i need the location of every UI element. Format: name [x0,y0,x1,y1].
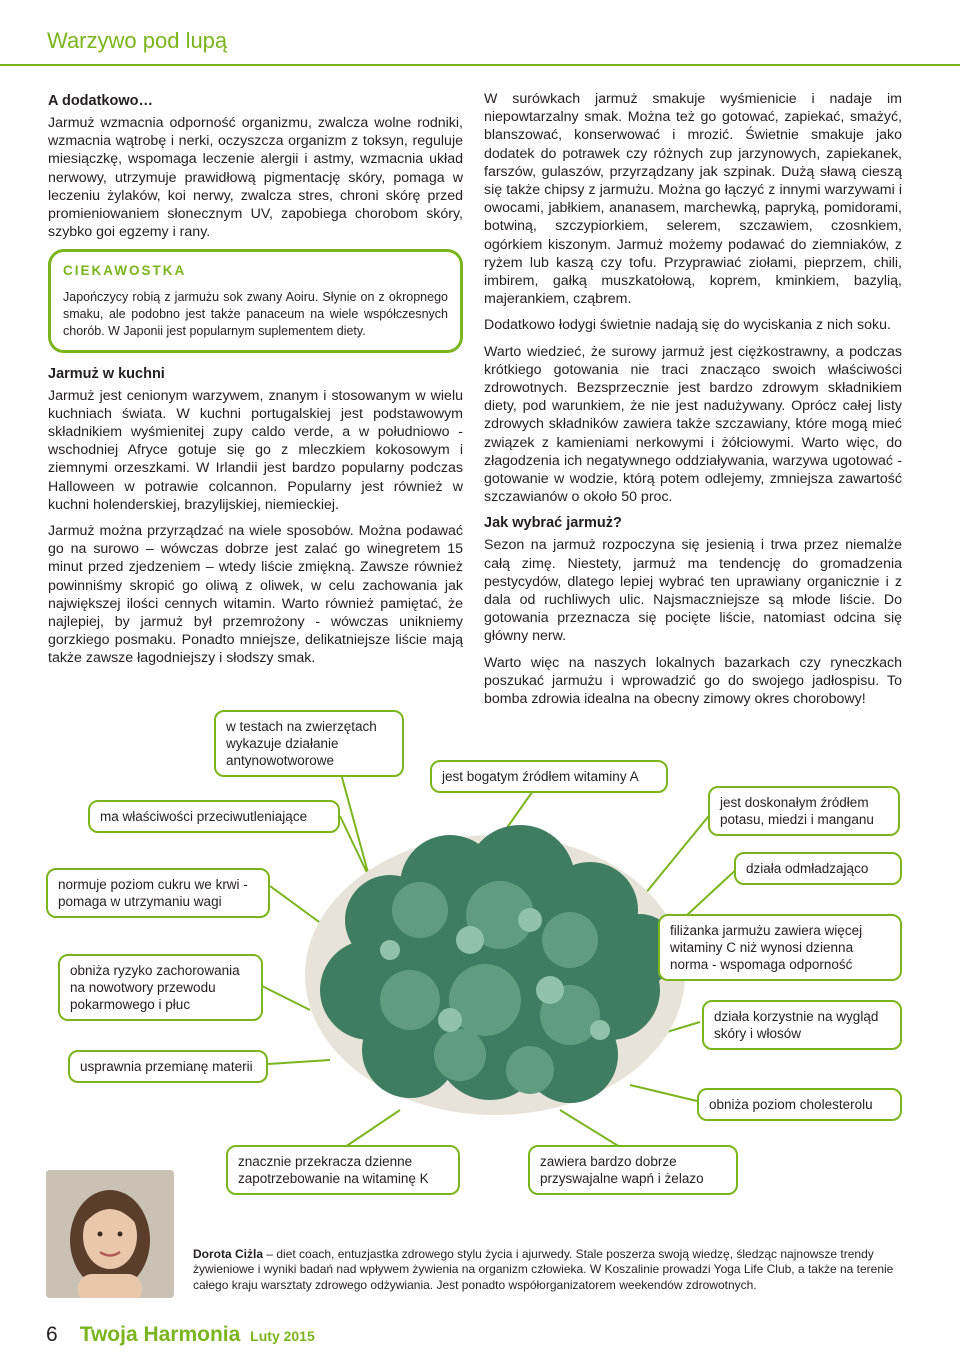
callout-przeciwutleniajace: ma właściwości przeciwutleniające [88,800,340,833]
callout-witamina-k: znacznie przekracza dzienne zapotrzebowanie na witaminę K [226,1145,460,1195]
ciekawostka-text: Japończycy robią z jarmużu sok zwany Aoiru. Słynie on z okropnego smaku, ale podobno jest także panaceum na wiele współczesnych chorób. W Japonii jest popularnym suplementem diety. [63,289,448,338]
callout-witamina-c: filiżanka jarmużu zawiera więcej witaminy C niż wynosi dzienna norma - wspomaga odporność [658,914,902,981]
paragraph-benefits: Jarmuż wzmacnia odporność organizmu, zwalcza wolne rodniki, wzmacnia wątrobę i nerki, oczyszcza organizm z toksyn, reguluje miesiączkę, wspomaga leczenie alergii i astmy, wzmacnia układ nerwowy, utrzymuje prawidłową pigmentację skóry, pomaga w leczeniu żylaków, koi nerwy, zwalcza stres, chroni skórę przed promieniowaniem słonecznym UV, zapobiega chorobom skóry, szybko goi egzemy i rany. [48,115,463,241]
paragraph-sezon: Sezon na jarmuż rozpoczyna się jesienią i trwa przez niemalże całą zimę. Niestety, jarmuż ma tendencję do gromadzenia pestycydów, dlatego lepiej wybrać ten uprawiany organicznie i z dala od ruchliwych ulic. Najsmaczniejsze są młode liście. Do gotowania przeznacza się pocięte liście, natomiast odcina się główny nerw. [484,537,902,645]
issue-date: Luty 2015 [250,1328,315,1344]
callout-przemiana: usprawnia przemianę materii [68,1050,268,1083]
paragraph-kuchnia-2: Jarmuż można przyrządzać na wiele sposobów. Można podawać go na surowo – wówczas dobrze jest zalać go winegretem 15 minut przed zjedzeniem – wtedy liście zmiękną. Zawsze również powinniśmy skropić go oliwą z oliwek, w celu zachowania jak największej ilości cennych witamin. Warto również pamiętać, że najlepiej, by jarmuż był przemrożony - wówczas unikniemy gorzkiego posmaku. Ponadto mniejsze, delikatniejsze liście mają także zawsze łagodniejszy i słodszy smak. [48,523,463,667]
section-title-dodatkowo: A dodatkowo… [48,93,153,109]
section-title-kuchnia: Jarmuż w kuchni [48,365,165,382]
callout-potas: jest doskonałym źródłem potasu, miedzi i manganu [708,786,900,836]
page-footer [46,1323,315,1347]
paragraph-surowki: W surówkach jarmuż smakuje wyśmienicie i nadaje im niepowtarzalny smak. Można też go gotować, zapiekać, smażyć, blanszować, konserwować i mrozić. Świetnie smakuje jako dodatek do potrawek czy różnych zup jarzynowych, zapiekanek, farszów, gulaszów, przyrządzany jak szpinak. Dużą sławą cieszą się także chipsy z jarmużu. Można go łączyć z innymi warzywami i owocami, jabłkiem, ananasem, marchewką, papryką, pomidorami, botwiną, szczypiorkiem, selerem, szczawiem, czosnkiem, ogórkiem kiszonym. Jarmuż możemy podawać do ziemniaków, z ryżem lub kaszą czy tofu. Przyprawiać ziołami, pieprzem, chili, imbirem, gałką muszkatołową, koprem, kminkiem, bazylią, majerankiem, cząbrem. [484,91,902,308]
ciekawostka-title: CIEKAWOSTKA [63,263,187,279]
author-photo [46,1170,174,1298]
author-bio [193,1247,905,1293]
author-name: Dorota Ciżla [193,1247,264,1261]
page-number: 6 [46,1323,58,1346]
paragraph-warto-wiedziec: Warto wiedzieć, że surowy jarmuż jest ciężkostrawny, a podczas krótkiego gotowania nie traci znacząco swoich właściwości zdrowotnych. Bezsprzecznie jest bardzo zdrowym składnikiem diety, pod warunkiem, że nie jest nadużywany. Oprócz całej listy zdrowych składników zawiera także szczawiany, które mogą mieć związek z kamieniami nerkowymi i żółciowymi. Warto więc, do złagodzenia ich negatywnego oddziaływania, warzywa ugotować - gotowanie w wodzie, którą potem odlejemy, zmniejsza zawartość szczawianów o około 50 proc. [484,343,902,506]
section-title-jak-wybrac: Jak wybrać jarmuż? [484,515,622,532]
section-header: Warzywo pod lupą [47,28,228,53]
magazine-title: Twoja Harmonia [79,1323,241,1346]
author-description: – diet coach, entuzjastka zdrowego stylu życia i ajurwedy. Stale poszerza swoją wiedzę, śledząc najnowsze trendy żywieniowe i wyniki badań nad wpływem żywienia na organizm człowieka. W Koszalinie prowadzi Yoga Life Club, a także na terenie całego kraju warsztaty zdrowego odżywiania. Jest ponadto współorganizatorem weekendów zdrowotnych. [193,1247,894,1292]
callout-witamina-a: jest bogatym źródłem witaminy A [430,760,668,793]
kale-illustration [270,790,710,1130]
callout-skora: działa korzystnie na wygląd skóry i włosów [702,1000,902,1050]
callout-odmladzajaco: działa odmładzająco [734,852,902,885]
paragraph-bazarki: Warto więc na naszych lokalnych bazarkach czy ryneczkach poszukać jarmużu i wprowadzić go do swojego jadłospisu. To bomba zdrowia idealna na obecny zimowy okres chorobowy! [484,654,902,708]
callout-wapn: zawiera bardzo dobrze przyswajalne wapń i żelazo [528,1145,738,1195]
callout-cukier: normuje poziom cukru we krwi - pomaga w utrzymaniu wagi [46,868,270,918]
paragraph-kuchnia-1: Jarmuż jest cenionym warzywem, znanym i stosowanym w wielu kuchniach świata. W kuchni portugalskiej jest podstawowym składnikiem wyśmienitej zupy caldo verde, a w południowo - wschodniej Afryce gotuje się go z mleczkiem kokosowym i ziemnymi orzeszkami. W Irlandii jest bardzo popularny podczas Halloween w potrawie colcannon. Popularny jest również w kuchni holenderskiej, brazylijskiej, niemieckiej. [48,387,463,513]
callout-antynowotworowe: w testach na zwierzętach wykazuje działanie antynowotworowe [214,710,404,777]
callout-nowotwory: obniża ryzyko zachorowania na nowotwory przewodu pokarmowego i płuc [58,954,263,1021]
callout-cholesterol: obniża poziom cholesterolu [697,1088,902,1121]
paragraph-lodygi: Dodatkowo łodygi świetnie nadają się do wyciskania z nich soku. [484,317,891,334]
